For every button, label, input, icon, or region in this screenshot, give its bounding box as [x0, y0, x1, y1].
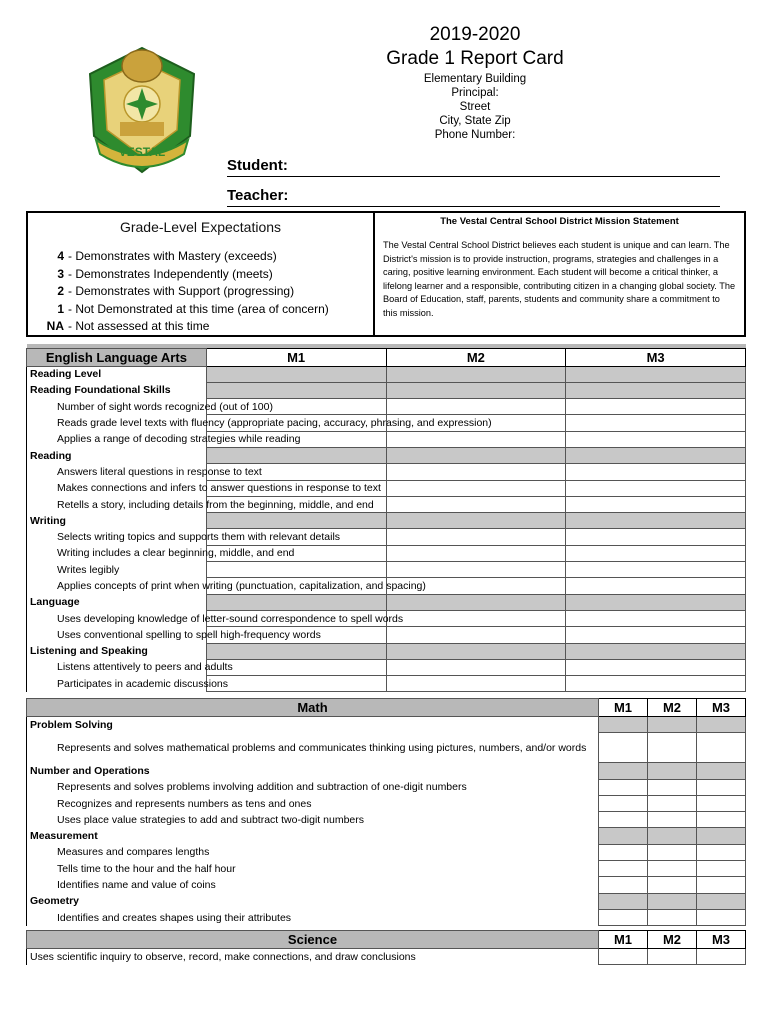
grade-cell[interactable]: [206, 366, 386, 382]
student-label: Student:: [227, 157, 288, 174]
grade-cell[interactable]: [566, 545, 746, 561]
category-row: [27, 447, 746, 463]
grade-cell[interactable]: [648, 844, 697, 860]
skill-label: Identifies and creates shapes using their attributes: [27, 909, 599, 925]
skill-label: Number of sight words recognized (out of 100): [27, 399, 207, 415]
grade-cell[interactable]: [599, 877, 648, 893]
grade-cell[interactable]: [566, 415, 746, 431]
grade-cell[interactable]: [599, 844, 648, 860]
expectation-item: [28, 318, 373, 336]
marking-period-header: M3: [566, 348, 746, 366]
grade-cell[interactable]: [697, 909, 746, 925]
skill-label: Answers literal questions in response to text: [27, 464, 207, 480]
expectations-list: [28, 248, 373, 336]
skill-label: Writing includes a clear beginning, middle, and end: [27, 545, 207, 561]
skill-row: [27, 949, 746, 965]
grade-cell[interactable]: [566, 676, 746, 692]
expectations-title: Grade-Level Expectations: [119, 219, 282, 235]
expectation-text: - Demonstrates with Mastery (exceeds): [68, 249, 277, 263]
marking-period-header: M1: [599, 699, 648, 717]
grade-cell[interactable]: [648, 812, 697, 828]
grade-cell[interactable]: [697, 893, 746, 909]
grade-cell[interactable]: [386, 659, 566, 675]
skill-label: Retells a story, including details from the beginning, middle, and end: [27, 496, 207, 512]
grade-cell[interactable]: [206, 562, 386, 578]
skill-label: Represents and solves mathematical problems and communicates thinking using pictures, numbers, and/or words: [27, 733, 599, 763]
grade-cell[interactable]: [697, 828, 746, 844]
category-row: [27, 513, 746, 529]
skill-row: [27, 659, 746, 675]
grade-cell[interactable]: [206, 643, 386, 659]
grade-cell[interactable]: [566, 659, 746, 675]
grade-cell[interactable]: [697, 717, 746, 733]
grade-cell[interactable]: [386, 529, 566, 545]
marking-period-header: M3: [697, 931, 746, 949]
expectation-key: NA: [46, 319, 64, 333]
skill-label: Applies concepts of print when writing (punctuation, capitalization, and spacing): [27, 578, 207, 594]
grade-cell[interactable]: [599, 861, 648, 877]
skill-label: Uses place value strategies to add and subtract two-digit numbers: [27, 812, 599, 828]
grade-cell[interactable]: [697, 844, 746, 860]
expectation-item: [28, 301, 373, 319]
grade-cell[interactable]: [697, 812, 746, 828]
grade-cell[interactable]: [599, 909, 648, 925]
category-label: Geometry: [27, 893, 599, 909]
section-header-row: [27, 931, 746, 949]
section-header-row: [27, 348, 746, 366]
grade-cell[interactable]: [599, 949, 648, 965]
category-label: Reading: [27, 447, 207, 463]
category-label: Reading Level: [27, 366, 207, 382]
grade-cell[interactable]: [599, 717, 648, 733]
grade-cell[interactable]: [386, 562, 566, 578]
skill-label: Reads grade level texts with fluency (appropriate pacing, accuracy, phrasing, and expression): [27, 415, 207, 431]
skill-row: [27, 610, 746, 626]
address-line: City, State Zip: [439, 115, 511, 127]
marking-period-header: M1: [206, 348, 386, 366]
skill-row: [27, 909, 746, 925]
skill-row: [27, 415, 746, 431]
expectation-item: [28, 248, 373, 266]
address-line: Principal:: [451, 87, 499, 99]
skill-row: [27, 578, 746, 594]
skill-row: [27, 480, 746, 496]
teacher-field[interactable]: [227, 183, 720, 207]
grade-cell[interactable]: [386, 480, 566, 496]
grade-cell[interactable]: [206, 659, 386, 675]
skill-label: Makes connections and infers to answer questions in response to text: [27, 480, 207, 496]
skill-label: Measures and compares lengths: [27, 844, 599, 860]
grade-cell[interactable]: [599, 763, 648, 779]
skill-label: Applies a range of decoding strategies while reading: [27, 431, 207, 447]
skill-row: [27, 464, 746, 480]
grade-cell[interactable]: [386, 594, 566, 610]
category-label: Problem Solving: [27, 717, 599, 733]
category-row: [27, 828, 746, 844]
grade-cell[interactable]: [648, 795, 697, 811]
skill-row: [27, 733, 746, 763]
grade-cell[interactable]: [386, 431, 566, 447]
school-address: [230, 72, 720, 142]
grade-cell[interactable]: [697, 779, 746, 795]
expectation-text: - Demonstrates Independently (meets): [68, 266, 273, 281]
marking-period-header: M2: [386, 348, 566, 366]
skill-label: Uses developing knowledge of letter-sound correspondence to spell words: [27, 610, 207, 626]
skill-label: Selects writing topics and supports them with relevant details: [27, 529, 207, 545]
grade-cell[interactable]: [697, 861, 746, 877]
grade-cell[interactable]: [386, 545, 566, 561]
grade-cell[interactable]: [599, 779, 648, 795]
expectation-text: - Not Demonstrated at this time (area of concern): [68, 301, 329, 316]
grade-cell[interactable]: [599, 733, 648, 763]
category-row: [27, 382, 746, 398]
category-row: [27, 717, 746, 733]
grade-cell[interactable]: [206, 676, 386, 692]
grade-cell[interactable]: [648, 763, 697, 779]
section-header-row: [27, 699, 746, 717]
category-row: [27, 366, 746, 382]
expectation-text: - Demonstrates with Support (progressing): [68, 284, 295, 298]
grade-cell[interactable]: [697, 795, 746, 811]
grade-cell[interactable]: [206, 447, 386, 463]
grade-cell[interactable]: [206, 382, 386, 398]
grade-cell[interactable]: [566, 594, 746, 610]
expectation-key: 3: [57, 266, 64, 281]
grade-cell[interactable]: [599, 812, 648, 828]
grade-cell[interactable]: [648, 828, 697, 844]
grade-cell[interactable]: [599, 893, 648, 909]
grade-cell[interactable]: [566, 513, 746, 529]
grade-cell[interactable]: [648, 877, 697, 893]
grade-cell[interactable]: [566, 382, 746, 398]
grade-cell[interactable]: [386, 496, 566, 512]
grade-cell[interactable]: [566, 610, 746, 626]
school-crest-logo: [82, 44, 202, 176]
skill-label: Recognizes and represents numbers as tens and ones: [27, 795, 599, 811]
skill-label: Tells time to the hour and the half hour: [27, 861, 599, 877]
grade-cell[interactable]: [566, 627, 746, 643]
logo-text: VESTAL: [118, 145, 166, 159]
skill-row: [27, 562, 746, 578]
skill-row: [27, 529, 746, 545]
grade-cell[interactable]: [648, 733, 697, 763]
skill-label: Listens attentively to peers and adults: [27, 659, 207, 675]
report-card-title: Grade 1 Report Card: [386, 48, 564, 69]
teacher-label: Teacher:: [227, 187, 289, 204]
grade-cell[interactable]: [206, 594, 386, 610]
skill-row: [27, 627, 746, 643]
skill-label: Represents and solves problems involving addition and subtraction of one-digit numbers: [27, 779, 599, 795]
category-row: [27, 643, 746, 659]
school-year: 2019-2020: [429, 24, 521, 45]
grade-cell[interactable]: [566, 447, 746, 463]
category-label: Reading Foundational Skills: [27, 382, 207, 398]
grade-cell[interactable]: [648, 779, 697, 795]
grade-cell[interactable]: [566, 480, 746, 496]
grade-cell[interactable]: [386, 382, 566, 398]
grade-cell[interactable]: [697, 877, 746, 893]
expectation-key: 2: [57, 284, 64, 298]
grade-cell[interactable]: [648, 949, 697, 965]
grade-cell[interactable]: [697, 763, 746, 779]
grade-cell[interactable]: [386, 399, 566, 415]
category-label: Writing: [27, 513, 207, 529]
ela-table: [26, 344, 746, 692]
grade-cell[interactable]: [386, 447, 566, 463]
category-row: [27, 594, 746, 610]
grade-cell[interactable]: [648, 893, 697, 909]
expectation-item: [28, 266, 373, 284]
grade-cell[interactable]: [599, 795, 648, 811]
category-label: Language: [27, 594, 207, 610]
grade-cell[interactable]: [566, 496, 746, 512]
grade-cell[interactable]: [697, 949, 746, 965]
skill-label: Uses conventional spelling to spell high-frequency words: [27, 627, 207, 643]
expectation-text: - Not assessed at this time: [68, 319, 210, 333]
skill-row: [27, 861, 746, 877]
grade-cell[interactable]: [386, 464, 566, 480]
grade-cell[interactable]: [386, 610, 566, 626]
skill-row: [27, 795, 746, 811]
category-row: [27, 893, 746, 909]
skill-row: [27, 812, 746, 828]
skill-row: [27, 877, 746, 893]
student-field[interactable]: [227, 153, 720, 177]
mission-statement: [375, 213, 744, 335]
grade-cell[interactable]: [648, 909, 697, 925]
grade-cell[interactable]: [386, 627, 566, 643]
expectations-mission-box: [26, 211, 746, 337]
grade-cell[interactable]: [599, 828, 648, 844]
category-row: [27, 763, 746, 779]
grade-cell[interactable]: [566, 529, 746, 545]
section-title: English Language Arts: [27, 348, 207, 366]
grade-cell[interactable]: [648, 717, 697, 733]
grade-cell[interactable]: [566, 366, 746, 382]
grade-cell[interactable]: [566, 578, 746, 594]
skill-row: [27, 496, 746, 512]
skill-row: [27, 399, 746, 415]
grade-cell[interactable]: [386, 643, 566, 659]
expectation-key: 1: [57, 301, 64, 316]
grade-cell[interactable]: [566, 562, 746, 578]
grade-cell[interactable]: [566, 643, 746, 659]
skill-row: [27, 844, 746, 860]
mission-text: The Vestal Central School District believes each student is unique and can learn. The District's mission is to provide instruction, programs, strategies and challenges in a caring, positive learning environment. Each student will become a critical thinker, a lifelong learner and a responsible, contributing citizen in a changing global society. The Board of Education, staff, parents, students and community share a commitment to this mission.: [383, 240, 736, 318]
skill-row: [27, 779, 746, 795]
grade-cell[interactable]: [386, 513, 566, 529]
grade-cell[interactable]: [206, 513, 386, 529]
category-label: Number and Operations: [27, 763, 599, 779]
grade-cell[interactable]: [566, 399, 746, 415]
skill-label: Identifies name and value of coins: [27, 877, 599, 893]
grade-cell[interactable]: [566, 431, 746, 447]
address-line: Street: [459, 101, 491, 113]
skill-row: [27, 676, 746, 692]
marking-period-header: M2: [648, 699, 697, 717]
section-title: Math: [27, 699, 599, 717]
skill-row: [27, 545, 746, 561]
address-line: Phone Number:: [434, 129, 516, 141]
math-table: [26, 698, 746, 926]
science-table: [26, 930, 746, 965]
grade-cell[interactable]: [648, 861, 697, 877]
expectation-item: [28, 283, 373, 301]
grade-cell[interactable]: [566, 464, 746, 480]
grade-level-expectations: [28, 213, 375, 335]
marking-period-header: M1: [599, 931, 648, 949]
grade-cell[interactable]: [697, 733, 746, 763]
marking-period-header: M2: [648, 931, 697, 949]
marking-period-header: M3: [697, 699, 746, 717]
address-line: Elementary Building: [423, 73, 527, 85]
skill-label: Writes legibly: [27, 562, 207, 578]
section-title: Science: [27, 931, 599, 949]
skill-label: Uses scientific inquiry to observe, record, make connections, and draw conclusions: [27, 949, 599, 965]
category-label: Listening and Speaking: [27, 643, 207, 659]
mission-title: The Vestal Central School District Mission Statement: [440, 216, 679, 227]
skill-row: [27, 431, 746, 447]
grade-cell[interactable]: [386, 676, 566, 692]
expectation-key: 4: [57, 249, 64, 263]
grade-cell[interactable]: [386, 366, 566, 382]
category-label: Measurement: [27, 828, 599, 844]
skill-label: Participates in academic discussions: [27, 676, 207, 692]
